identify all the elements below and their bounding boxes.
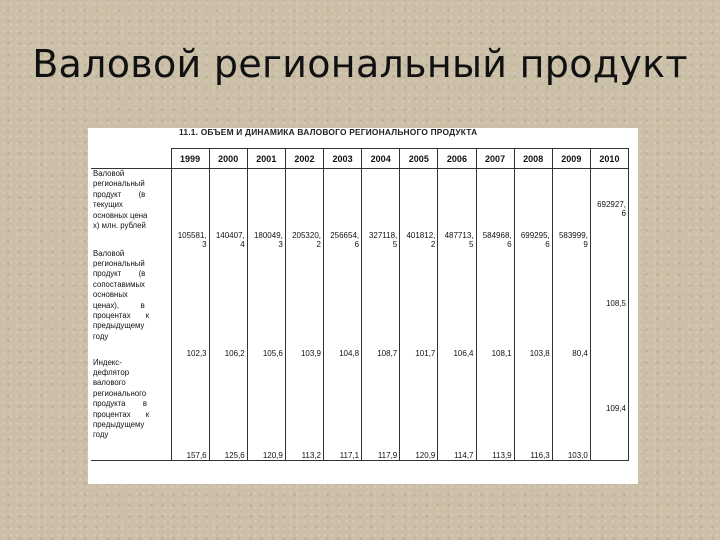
value-cell <box>171 249 209 358</box>
value-cell <box>209 358 247 461</box>
value-cell <box>476 169 514 249</box>
row-label-line: продукта в <box>93 399 147 409</box>
year-header: 2008 <box>514 149 552 169</box>
table-row <box>91 249 629 358</box>
value-tail: 113,2 <box>301 451 321 460</box>
table-header-row <box>91 149 629 169</box>
row-label-line: текущих <box>93 200 123 210</box>
value-main: 487713, <box>444 230 474 240</box>
value-tail: 108,7 <box>377 348 398 358</box>
value-cell <box>285 169 323 249</box>
row-label <box>91 358 171 461</box>
value-main: 401812, <box>406 230 436 240</box>
value-main: 105581, <box>177 230 207 240</box>
row-label-line: основных цена <box>93 210 148 220</box>
value-tail: 120,9 <box>262 451 283 460</box>
slide-title: Валовой региональный продукт <box>32 42 688 86</box>
year-header: 1999 <box>171 149 209 169</box>
row-label-line: х) млн. рублей <box>93 221 146 231</box>
value-tail: 80,4 <box>572 348 588 358</box>
year-header: 2000 <box>209 149 247 169</box>
value-cell <box>514 169 552 249</box>
year-header: 2006 <box>438 149 476 169</box>
row-label-line: году <box>93 430 109 440</box>
value-main: 140407, <box>215 230 245 240</box>
value-cell <box>552 249 590 358</box>
year-header: 2003 <box>324 149 362 169</box>
value-main: 108,5 <box>605 298 626 308</box>
value-tail: 157,6 <box>186 451 207 460</box>
value-tail: 116,3 <box>530 451 550 460</box>
value-cell <box>590 249 628 358</box>
value-cell <box>438 169 476 249</box>
table-image-panel <box>88 128 638 484</box>
row-label-line: Валовой <box>93 248 125 258</box>
value-tail: 117,9 <box>377 451 398 460</box>
value-main: 584968, <box>482 230 512 240</box>
year-header: 2007 <box>476 149 514 169</box>
value-tail: 113,9 <box>492 451 512 460</box>
value-tail: 105,6 <box>262 348 283 358</box>
value-tail: 6 <box>545 239 550 249</box>
value-main: 205320, <box>292 230 321 240</box>
value-tail: 120,9 <box>415 451 436 460</box>
year-header: 2004 <box>362 149 400 169</box>
row-label-line: предыдущему <box>93 321 145 331</box>
value-cell <box>324 169 362 249</box>
value-cell <box>476 249 514 358</box>
value-cell <box>476 358 514 461</box>
value-cell <box>362 169 400 249</box>
row-label-line: продукт (в <box>93 269 146 279</box>
year-header: 2001 <box>247 149 285 169</box>
value-main: 109,4 <box>605 404 626 414</box>
value-tail: 125,6 <box>224 451 245 460</box>
value-cell <box>247 358 285 461</box>
value-cell <box>514 249 552 358</box>
value-cell <box>171 358 209 461</box>
value-tail: 2 <box>316 239 321 249</box>
value-main: 180049, <box>253 230 283 240</box>
value-cell <box>590 358 628 461</box>
value-cell <box>400 169 438 249</box>
value-cell <box>362 249 400 358</box>
value-cell <box>552 358 590 461</box>
row-label <box>91 249 171 358</box>
value-tail: 103,8 <box>529 348 550 358</box>
year-header: 2009 <box>552 149 590 169</box>
value-tail: 2 <box>430 239 436 249</box>
table-row <box>91 169 629 249</box>
row-label-line: регионального <box>93 388 147 398</box>
value-tail: 106,2 <box>224 348 245 358</box>
value-cell <box>552 169 590 249</box>
row-label-line: региональный <box>93 179 145 189</box>
value-tail: 114,7 <box>454 451 474 460</box>
value-cell <box>324 358 362 461</box>
value-cell <box>324 249 362 358</box>
value-main: 699295, <box>520 230 550 240</box>
row-label-line: дефлятор <box>93 367 130 377</box>
row-label-line: Валовой <box>93 169 125 178</box>
value-tail: 3 <box>202 239 207 249</box>
year-header: 2002 <box>285 149 323 169</box>
value-cell <box>400 249 438 358</box>
row-label-line: Индекс- <box>93 357 122 367</box>
row-label <box>91 169 171 249</box>
row-label-line: ценах), в <box>93 300 145 310</box>
value-main: 583999, <box>558 230 588 240</box>
row-label-line: продукт (в <box>93 189 146 199</box>
row-label-line: валового <box>93 378 126 388</box>
value-cell <box>514 358 552 461</box>
value-main: 327118, <box>368 230 398 240</box>
row-label-line: предыдущему <box>93 419 145 429</box>
value-cell <box>438 358 476 461</box>
value-tail: 104,8 <box>339 348 360 358</box>
value-cell <box>285 358 323 461</box>
row-label-line: процентах к <box>93 409 150 419</box>
value-cell <box>438 249 476 358</box>
year-header: 2005 <box>400 149 438 169</box>
value-tail: 6 <box>354 239 360 249</box>
row-label-line: основных <box>93 290 128 300</box>
header-empty-cell <box>91 149 171 169</box>
value-tail: 6 <box>621 208 626 218</box>
gdp-table <box>91 148 629 461</box>
value-tail: 106,4 <box>453 348 474 358</box>
table-row <box>91 358 629 461</box>
row-label-line: сопоставимых <box>93 279 145 289</box>
value-tail: 102,3 <box>186 348 207 358</box>
row-label-line: процентах к <box>93 310 150 320</box>
value-main: 256654, <box>330 230 360 240</box>
value-tail: 108,1 <box>491 348 512 358</box>
value-cell <box>171 169 209 249</box>
value-cell <box>247 169 285 249</box>
value-cell <box>209 169 247 249</box>
value-cell <box>285 249 323 358</box>
value-tail: 6 <box>507 239 512 249</box>
value-tail: 103,9 <box>300 348 321 358</box>
value-tail: 117,1 <box>339 451 360 460</box>
value-main: 692927, <box>597 199 626 209</box>
year-header: 2010 <box>590 149 628 169</box>
value-cell <box>362 358 400 461</box>
value-tail: 101,7 <box>415 348 436 358</box>
table-caption: 11.1. ОБЪЕМ И ДИНАМИКА ВАЛОВОГО РЕГИОНАЛЬНОГО ПРОДУКТА <box>179 127 478 137</box>
value-cell <box>400 358 438 461</box>
value-tail: 5 <box>469 239 474 249</box>
value-tail: 5 <box>392 239 398 249</box>
value-tail: 3 <box>278 239 283 249</box>
value-tail: 103,0 <box>567 451 588 460</box>
value-tail: 4 <box>240 239 245 249</box>
row-label-line: году <box>93 331 109 341</box>
value-tail: 9 <box>583 239 588 249</box>
row-label-line: региональный <box>93 258 145 268</box>
value-cell <box>247 249 285 358</box>
value-cell <box>590 169 628 249</box>
value-cell <box>209 249 247 358</box>
